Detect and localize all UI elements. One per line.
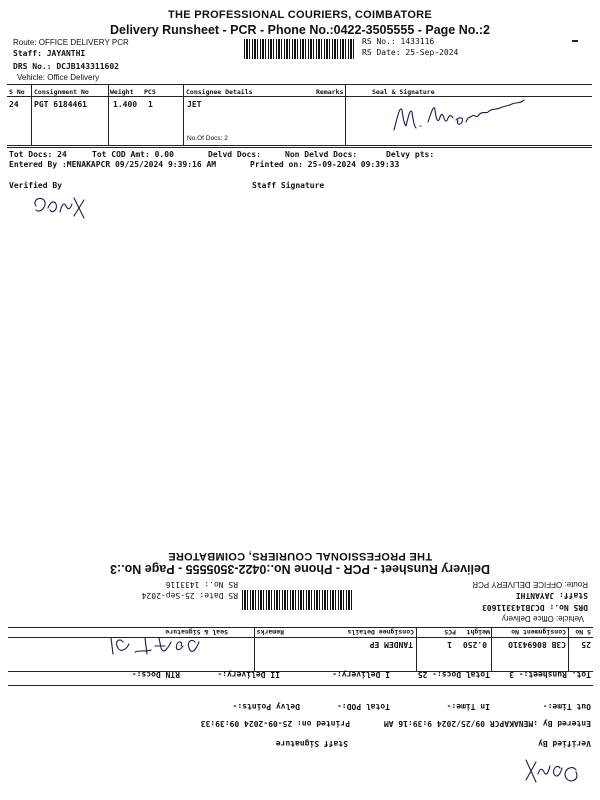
col-pcs: PCS — [444, 628, 456, 636]
totals-rule — [7, 147, 592, 148]
in-time: In Time:- — [446, 702, 490, 711]
delvy-points: Delvy Points:- — [232, 702, 300, 711]
column-divider — [31, 84, 32, 145]
col-seal-signature: Seal & Signature — [372, 88, 435, 96]
drs-number: DRS No.: DCJB143311602 — [13, 62, 119, 71]
staff-signature-label: Staff Signature — [252, 181, 325, 190]
row-consignment: PGT 6184461 — [34, 100, 87, 109]
staff-signature-label: Staff Signature — [275, 739, 348, 748]
printed-on: Printed on: 25-09-2024 09:39:33 — [200, 719, 350, 728]
rs-date: RS Date: 25-Sep-2024 — [362, 48, 459, 57]
col-sno: S No — [575, 628, 591, 636]
col-consignment: Consignment No — [511, 628, 566, 636]
col-remarks: Remarks — [316, 88, 344, 96]
tot-cod: Tot COD Amt: 0.00 — [92, 150, 174, 159]
col-consignee: Consignee Details — [347, 628, 414, 636]
runsheet-heading: Delivery Runsheet - PCR - Phone No.:0422-3505555 - Page No.:2 — [110, 23, 490, 37]
next-page-upside-down — [0, 548, 600, 800]
delvd-docs: Delvd Docs: — [208, 150, 261, 159]
col-consignment: Consignment No — [34, 88, 89, 96]
non-delvd-docs: Non Delvd Docs: — [285, 150, 358, 159]
entered-by: Entered By :MENAKAPCR 09/25/2024 9:39:16 AM — [9, 160, 217, 169]
vehicle-label: Vehicle: Office Delivery — [17, 73, 100, 82]
row-sno: 24 — [9, 100, 19, 109]
verified-by-label: Verified By — [538, 739, 591, 748]
col-weight: Weight — [466, 628, 490, 636]
row-sno: 25 — [581, 640, 591, 649]
verifier-signature — [512, 756, 582, 788]
row-weight: 1.400 — [113, 100, 138, 109]
column-divider — [416, 628, 417, 672]
route-label: Route: OFFICE DELIVERY PCR — [13, 38, 129, 47]
row-pcs: 1 — [148, 100, 153, 109]
company-title: THE PROFESSIONAL COURIERS, COIMBATORE — [167, 550, 433, 562]
runsheet-heading: Delivery Runsheet - PCR - Phone No.:0422-3505555 - Page No.:3 — [110, 562, 490, 576]
col-consignee: Consignee Details — [186, 88, 253, 96]
receiver-handwriting — [390, 96, 540, 138]
total-pod: Total POD:- — [337, 702, 390, 711]
route-label: Route: OFFICE DELIVERY PCR — [472, 580, 588, 589]
barcode — [242, 590, 352, 610]
out-time: Out Time:- — [542, 702, 591, 711]
row-pcs: 1 — [447, 640, 452, 649]
receiver-handwriting — [95, 634, 205, 660]
column-divider — [108, 84, 109, 145]
column-divider — [491, 628, 492, 672]
table-bottom-rule — [8, 671, 593, 672]
verified-by-label: Verified By — [9, 181, 62, 190]
row-consignment: C3B 8069431O — [508, 640, 566, 649]
col-sno: S No — [9, 88, 25, 96]
col-pcs: PCS — [144, 88, 156, 96]
column-divider — [254, 628, 255, 672]
staff-label: Staff: JAYANTHI — [515, 591, 588, 600]
staff-label: Staff: JAYANTHI — [13, 49, 86, 58]
ii-delivery: II Delivery:- — [217, 670, 280, 679]
i-delivery: I Delivery:- — [332, 670, 390, 679]
rs-number: RS No.: 1433116 — [165, 580, 238, 589]
row-consignee: TANDEM EP — [369, 640, 413, 649]
row-consignee: JET — [187, 100, 202, 109]
printed-on: Printed on: 25-09-2024 09:39:33 — [250, 160, 400, 169]
rs-number: RS No.: 1433116 — [362, 37, 435, 46]
row-weight: 0.250 — [462, 640, 487, 649]
rs-date: RS Date: 25-Sep-2024 — [141, 591, 238, 600]
row-no-of-docs: No.Of Docs: 2 — [187, 135, 228, 142]
tot-runsheet: Tot. Runsheet:- 3 — [509, 670, 591, 679]
column-divider — [568, 628, 569, 672]
rtn-docs: RTN Docs:- — [131, 670, 180, 679]
column-divider — [183, 84, 184, 145]
tot-docs: Tot Docs: 24 — [9, 150, 67, 159]
total-docs: Total Docs:- 25 — [417, 670, 490, 679]
delvy-pts: Delvy pts: — [386, 150, 435, 159]
column-divider — [345, 84, 346, 145]
entered-by: Entered By :MENAKAPCR 09/25/2024 9:39:16 AM — [383, 719, 591, 728]
summary-rule — [8, 685, 593, 686]
drs-number: DRS No.: DCJB143311603 — [482, 603, 588, 612]
verifier-signature — [30, 192, 100, 222]
col-seal-signature: Seal & Signature — [165, 628, 228, 636]
col-weight: Weight — [110, 88, 134, 96]
scan-mark — [572, 40, 578, 42]
company-title: THE PROFESSIONAL COURIERS, COIMBATORE — [167, 9, 433, 21]
col-remarks: Remarks — [256, 628, 284, 636]
barcode — [244, 39, 354, 59]
table-bottom-rule — [7, 145, 592, 146]
table-top-rule — [8, 627, 593, 628]
vehicle-label: Vehicle: Office Delivery — [501, 614, 584, 623]
table-top-rule — [7, 84, 592, 85]
